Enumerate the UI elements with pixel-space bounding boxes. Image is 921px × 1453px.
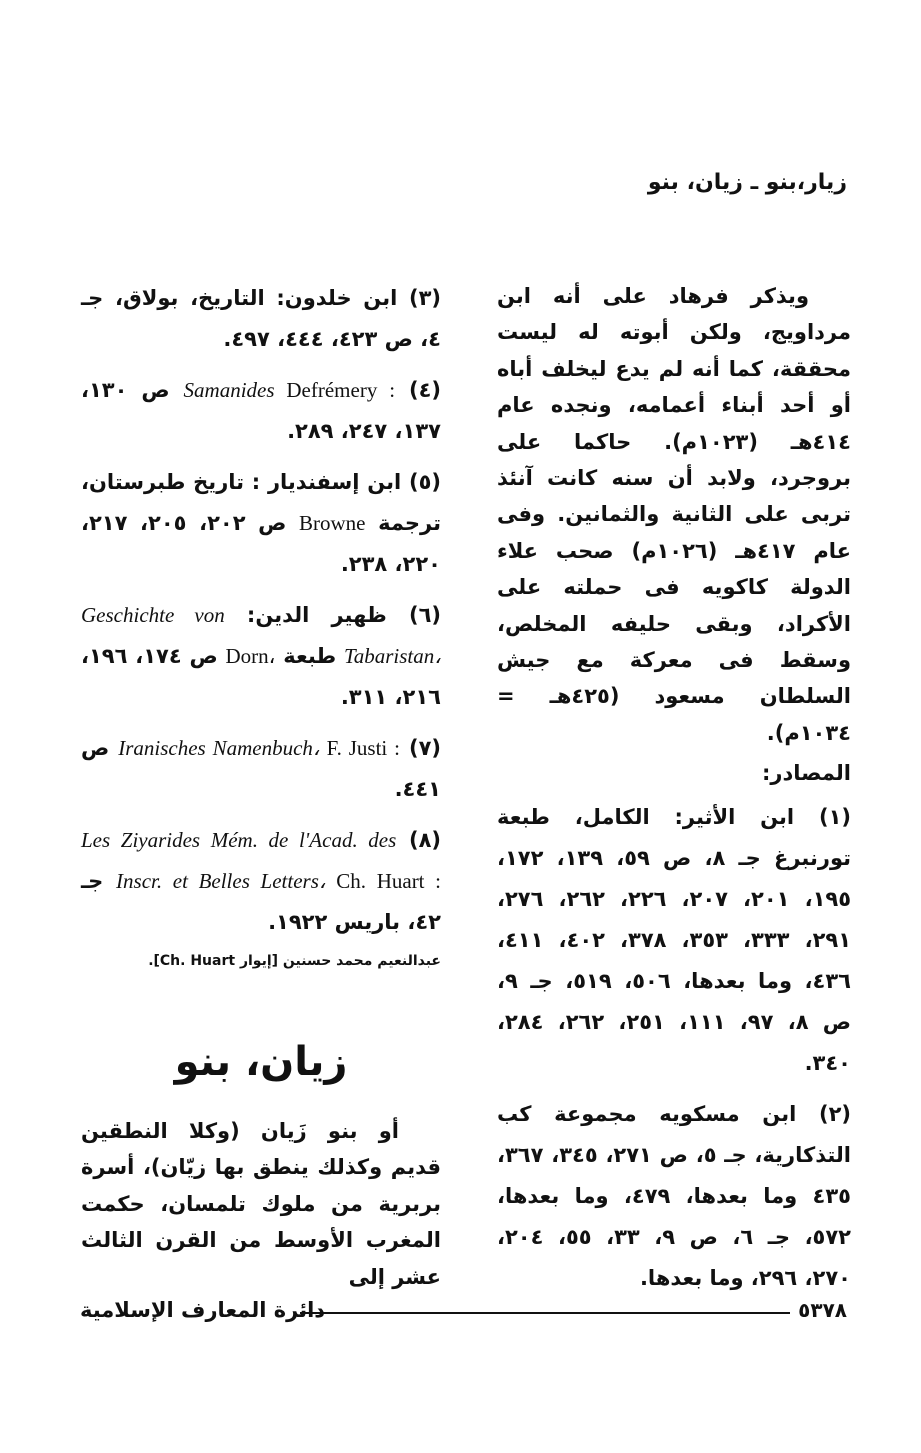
ref-latin-author: Ch. Huart : — [336, 869, 442, 893]
reference-item: (١) ابن الأثير: الكامل، طبعة تورنبرغ جـ ٨، ص ٥٩، ١٣٩، ١٧٢، ١٩٥، ٢٠١، ٢٠٧، ٢٢٦، ٢٦٢، ٢٧٦، ٢٩١، ٣٣٣، ٣٥٣، ٣٧٨، ٤٠٢، ٤١١، ٤٣٦، وما بعدها، ٥٠٦، ٥١٩، جـ ٩، ص ٨، ٩٧، ١١١، ٢٥١، ٢٦٢، ٢٨٤، ٣٤٠. — [497, 805, 852, 1076]
body-paragraph: ويذكر فرهاد على أنه ابن مرداويج، ولكن أبوته له ليست محققة، كما أنه لم يدع ليخلف أباه أو أحد أبناء أعمامه، ونجده عام ٤١٤هـ (١٠٢٣م). حاكما على بروجرد، ولابد أن سنه كانت آنئذ تربى على الثانية والثمانين. وفى عام ٤١٧هـ (١٠٢٦م) صحب علاء الدولة كاكويه فى حملته على الأكراد، وبقى حليفه المخلص، وسقط فى معركة مع جيش السلطان مسعود (٤٢٥هـ = ١٠٣٤م). — [497, 284, 851, 745]
ref-latin — [81, 828, 441, 893]
ref-number: (٧) — [408, 736, 442, 760]
reference-item — [81, 595, 441, 718]
publication-title: دائرة المعارف الإسلامية — [80, 1298, 326, 1322]
left-column — [81, 278, 441, 1295]
reference-item — [81, 820, 441, 943]
ref-number: (٨) — [408, 828, 442, 852]
ref-arabic: طبعة — [283, 644, 337, 668]
ref-latin-author: Browne — [299, 511, 366, 535]
ref-latin — [118, 736, 400, 760]
ref-pages: ص ٢٠٢، ٢٠٥، ٢١٧، ٢٢٠، ٢٣٨. — [81, 511, 441, 576]
ref-latin-title: Geschichte von Tabaristan، — [81, 603, 442, 668]
ref-latin-title: Iranisches Namenbuch، — [118, 736, 320, 760]
author-signature: عبدالنعيم محمد حسنين [إيوار Ch. Huart]. — [148, 953, 441, 969]
running-head: زيار،بنو ـ زيان، بنو — [647, 170, 847, 195]
reference-item — [81, 462, 441, 585]
ref-latin-title: Les Ziyarides Mém. de l'Acad. des Inscr. et Belles Letters، — [81, 828, 397, 893]
page-number: ٥٣٧٨ — [798, 1298, 847, 1322]
reference-item — [81, 728, 441, 810]
ref-latin-title: Samanides — [183, 378, 275, 402]
ref-arabic: (٦) ظهير الدين: — [246, 603, 441, 627]
ref-latin-author: F. Justi : — [326, 736, 401, 760]
ref-pages: ص ١٧٤، ١٩٦، ٢١٦، ٣١١. — [81, 644, 441, 709]
article-paragraph: أو بنو زَيان (وكلا النطقين قديم وكذلك ينطق بها زيّان)، أسرة بربرية من ملوك تلمسان، حكمت المغرب الأوسط من القرن الثالث عشر إلى — [81, 1119, 441, 1289]
right-column — [497, 278, 851, 1309]
sources-heading: المصادر: — [761, 761, 851, 786]
ref-latin-author: Defrémery : — [286, 378, 396, 402]
ref-pages: ص ٤٤١. — [81, 736, 441, 801]
ref-pages: جـ ٤٢، باريس ١٩٢٢. — [81, 869, 441, 934]
article-title: زيان، بنو — [174, 1039, 348, 1085]
ref-latin — [184, 378, 396, 402]
ref-number: (٤) — [408, 378, 441, 402]
reference-item — [81, 370, 441, 452]
reference-item: (٢) ابن مسكويه مجموعة كب التذكارية، جـ ٥، ص ٢٧١، ٣٤٥، ٣٦٧، ٤٣٥ وما بعدها، ٤٧٩، وما بعدها، ٥٧٢، جـ ٦، ص ٩، ٣٣، ٥٥، ٢٠٤، ٢٧٠، ٢٩٦، وما بعدها. — [497, 1102, 851, 1291]
ref-arabic: (٥) ابن إسفنديار : تاريخ طبرستان، ترجمة — [81, 470, 442, 535]
ref-latin-author: Dorn، — [225, 644, 276, 668]
ref-pages: ص ١٣٠، ١٣٧، ٢٤٧، ٢٨٩. — [81, 378, 441, 443]
reference-item: (٣) ابن خلدون: التاريخ، بولاق، جـ ٤، ص ٤٢٣، ٤٤٤، ٤٩٧. — [81, 286, 441, 351]
footer-rule — [300, 1312, 790, 1314]
